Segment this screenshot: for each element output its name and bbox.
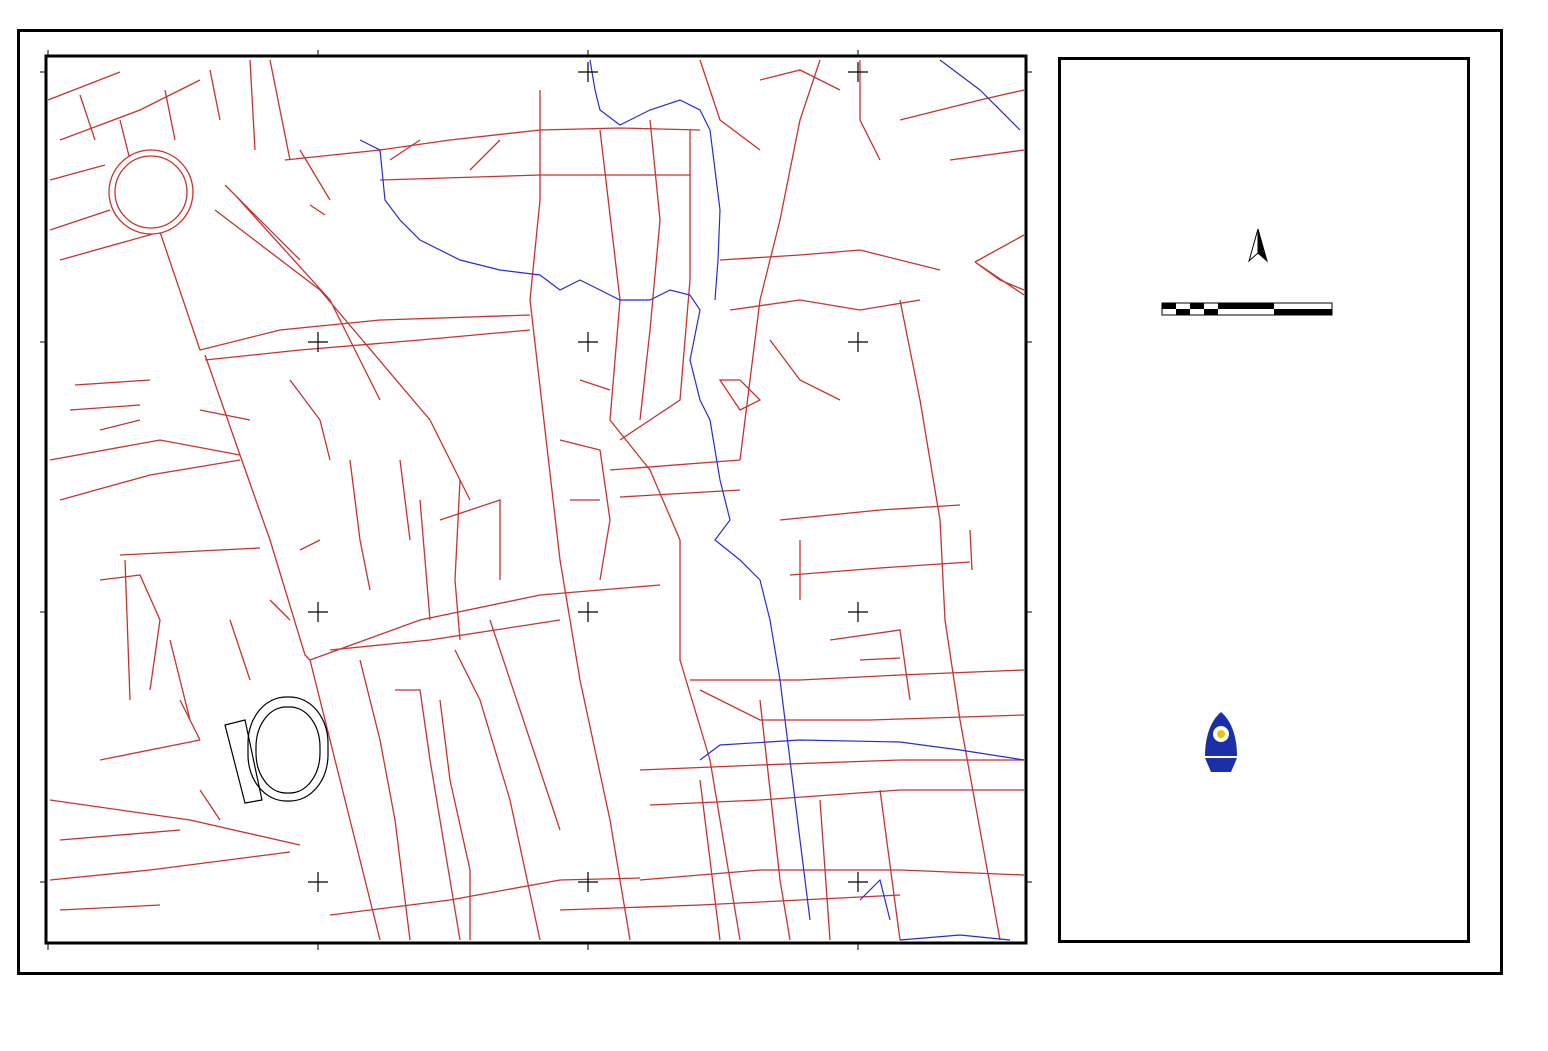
producer-block xyxy=(1201,710,1381,780)
gis-logo-icon xyxy=(1201,710,1241,776)
road-network xyxy=(48,60,1024,940)
route-sector-2 xyxy=(204,355,307,688)
fuente-osmena-circle xyxy=(109,150,193,234)
route-sector-5 xyxy=(545,87,975,258)
legend-panel xyxy=(1058,57,1470,943)
route-sector-4 xyxy=(285,87,545,160)
route-sector-1 xyxy=(234,688,292,852)
sports-center-complex xyxy=(225,697,328,803)
route-sector-7 xyxy=(292,662,677,852)
route-sector-8 xyxy=(155,852,292,874)
carousel-route xyxy=(155,87,975,874)
grid-crosses xyxy=(308,62,868,892)
north-arrow-icon xyxy=(1243,215,1273,265)
